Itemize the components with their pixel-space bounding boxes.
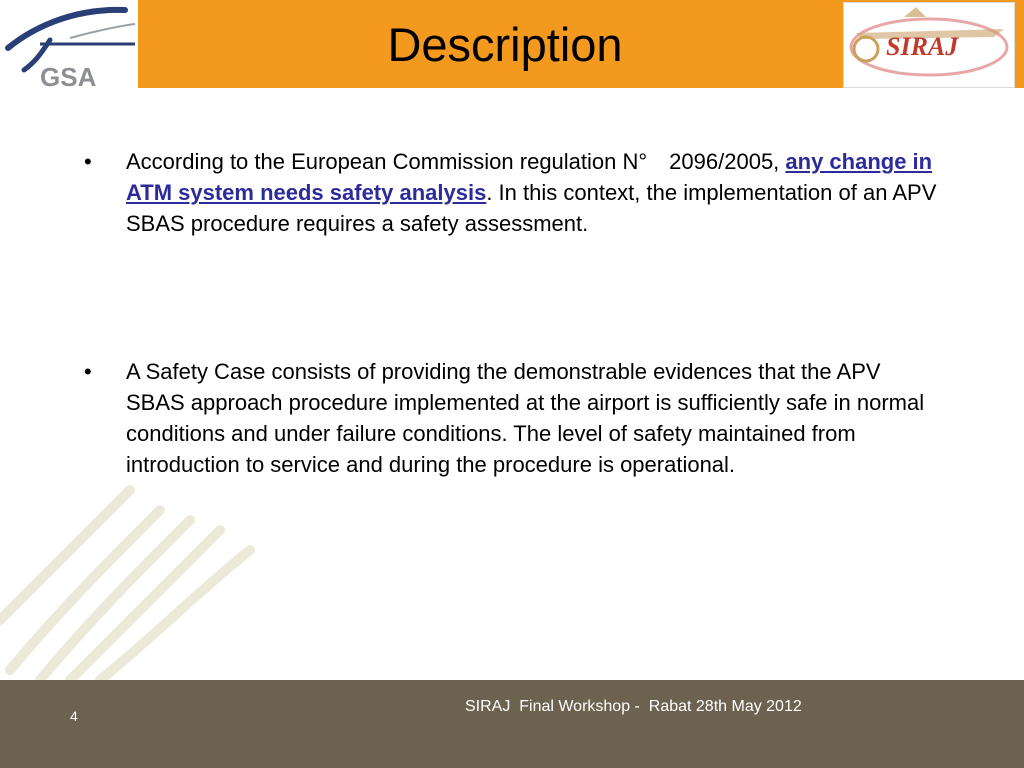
slide-title: Description: [387, 18, 623, 71]
background-watermark: [0, 470, 330, 680]
siraj-logo: [843, 2, 1015, 88]
gsa-logo-text: GSA: [40, 62, 97, 92]
slide-footer: [0, 680, 1024, 768]
slide-header: [0, 0, 1024, 92]
bullet-marker: •: [84, 149, 92, 174]
bullet-item-regulation: [84, 146, 944, 239]
siraj-logo-graphic: [844, 3, 1014, 87]
footer-event-text: SIRAJ Final Workshop - Rabat 28th May 2012: [465, 698, 802, 715]
page-number: 4: [70, 708, 78, 724]
gsa-logo: [0, 0, 138, 92]
slide-body: [84, 146, 944, 480]
safety-analysis-emphasis: any change in ATM system needs safety analysis: [126, 149, 933, 205]
siraj-logo-text: SIRAJ: [886, 32, 959, 61]
gsa-logo-area: [0, 0, 138, 92]
bullet-text-end: . In this context, the implementation of an APV SBAS procedure requires a safety assessment.: [126, 180, 937, 236]
bullet-text: A Safety Case consists of providing the demonstrable evidences that the APV SBAS approach procedure implemented at the airport is sufficiently safe in normal conditions and under failure conditions. The level of safety maintained from introduction to service and during the procedure is operational.: [126, 359, 925, 477]
bullet-marker: •: [84, 359, 92, 384]
bullet-item-safety-case: [84, 356, 944, 480]
bullet-text-start: According to the European Commission regulation N° 2096/2005,: [126, 149, 786, 174]
